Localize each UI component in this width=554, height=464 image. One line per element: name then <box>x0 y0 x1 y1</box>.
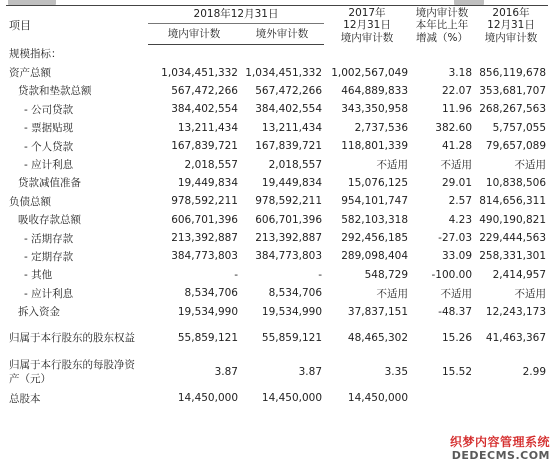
cell-change-pct: 4.23 <box>448 213 473 226</box>
row-label: 贷款减值准备 <box>18 177 81 190</box>
column-header-change: 境内审计数 本年比上年 增减（%） <box>410 6 474 45</box>
cell-2018-domestic: - <box>234 268 238 281</box>
cell-2017-domestic: 548,729 <box>364 268 409 281</box>
cell-2018-domestic: 19,534,990 <box>177 305 238 318</box>
row-label: 归属于本行股东的每股净资产（元） <box>9 358 135 385</box>
table-row <box>6 192 548 210</box>
column-header-2016: 2016年 12月31日 境内审计数 <box>474 6 548 45</box>
cell-2017-domestic: 48,465,302 <box>347 331 409 344</box>
cell-2016-domestic: 814,656,311 <box>479 195 547 208</box>
cell-change-pct: 不适用 <box>440 287 473 300</box>
table-row <box>6 284 548 302</box>
financial-indicators-table <box>6 5 548 407</box>
cell-2017-domestic: 不适用 <box>376 287 409 300</box>
cell-2016-domestic: 10,838,506 <box>485 176 547 189</box>
cell-2016-domestic: 79,657,089 <box>485 140 547 153</box>
table-row <box>6 302 548 320</box>
cell-2018-overseas: 606,701,396 <box>255 213 323 226</box>
table-row <box>6 389 548 407</box>
row-label: - 公司贷款 <box>24 103 74 116</box>
row-label: - 应计利息 <box>24 287 74 300</box>
row-label: - 定期存款 <box>24 250 74 263</box>
row-label: - 活期存款 <box>24 232 74 245</box>
table-row <box>6 229 548 247</box>
cell-change-pct: 382.60 <box>435 121 473 134</box>
table-row <box>6 174 548 192</box>
table-row <box>6 321 548 355</box>
cell-2018-overseas: 8,534,706 <box>268 287 323 300</box>
table-row <box>6 266 548 284</box>
financial-table-container <box>6 5 548 464</box>
cell-2017-domestic: 2,737,536 <box>354 121 409 134</box>
table-row <box>6 247 548 265</box>
table-row <box>6 355 548 389</box>
row-label: 拆入资金 <box>18 306 60 319</box>
cell-2017-domestic <box>324 45 410 64</box>
row-label: - 其他 <box>24 269 53 282</box>
cell-change-pct: -27.03 <box>438 232 473 245</box>
cell-2018-domestic: 8,534,706 <box>184 287 238 300</box>
cell-2018-domestic: 3.87 <box>214 365 238 378</box>
cell-2018-overseas: 2,018,557 <box>268 158 323 171</box>
cell-2016-domestic: 856,119,678 <box>479 66 547 79</box>
cell-2018-overseas: 1,034,451,332 <box>245 66 323 79</box>
cell-2017-domestic: 464,889,833 <box>341 84 409 97</box>
cell-2018-overseas: 3.87 <box>298 365 323 378</box>
table-body <box>6 45 548 408</box>
cell-2018-domestic: 14,450,000 <box>177 392 238 405</box>
cell-2016-domestic: 2.99 <box>522 365 547 378</box>
cell-2017-domestic: 582,103,318 <box>341 213 409 226</box>
cell-change-pct <box>410 389 474 407</box>
cell-2016-domestic <box>474 45 548 64</box>
row-label: 资产总额 <box>9 67 51 80</box>
cell-2018-domestic: 167,839,721 <box>171 140 238 153</box>
row-label: - 应计利息 <box>24 159 74 172</box>
cell-change-pct: 不适用 <box>440 159 473 172</box>
cell-2018-domestic: 13,211,434 <box>177 121 238 134</box>
cell-2018-overseas: 19,534,990 <box>261 305 323 318</box>
cell-2018-domestic: 55,859,121 <box>177 331 238 344</box>
cell-change-pct: -48.37 <box>438 305 473 318</box>
cell-2017-domestic: 3.35 <box>384 365 409 378</box>
cell-2016-domestic: 229,444,563 <box>479 232 547 245</box>
cell-2018-overseas: 213,392,887 <box>255 232 323 245</box>
site-watermark <box>450 436 550 462</box>
cell-2018-overseas: - <box>318 268 323 281</box>
table-row <box>6 211 548 229</box>
cell-2018-overseas: 13,211,434 <box>261 121 323 134</box>
cell-change-pct: 29.01 <box>441 176 473 189</box>
row-label: 吸收存款总额 <box>18 214 81 227</box>
cell-2017-domestic: 289,098,404 <box>341 250 409 263</box>
column-header-domestic: 境内审计数 <box>148 24 240 45</box>
cell-2016-domestic: 5,757,055 <box>492 121 547 134</box>
cell-2018-domestic: 567,472,266 <box>171 84 238 97</box>
row-label: - 个人贷款 <box>24 140 74 153</box>
cell-2017-domestic: 37,837,151 <box>347 305 409 318</box>
table-row <box>6 82 548 100</box>
cell-2018-overseas: 14,450,000 <box>261 392 323 405</box>
watermark-site-name: 织梦内容管理系统 <box>449 435 550 449</box>
column-header-overseas: 境外审计数 <box>240 24 324 45</box>
cell-2016-domestic: 不适用 <box>514 287 547 300</box>
row-label: 贷款和垫款总额 <box>18 85 92 98</box>
cell-2016-domestic: 不适用 <box>514 159 547 172</box>
table-row <box>6 155 548 173</box>
cell-2017-domestic: 不适用 <box>376 159 409 172</box>
cell-change-pct: 41.28 <box>441 140 473 153</box>
cell-change-pct: 11.96 <box>441 103 473 116</box>
cell-2018-domestic: 384,402,554 <box>171 103 238 116</box>
table-row <box>6 100 548 118</box>
cell-change-pct: -100.00 <box>431 268 473 281</box>
cell-2017-domestic: 1,002,567,049 <box>331 66 409 79</box>
cell-change-pct: 15.26 <box>441 331 473 344</box>
cell-2018-domestic: 384,773,803 <box>171 250 238 263</box>
cell-2017-domestic: 954,101,747 <box>341 195 409 208</box>
cell-change-pct: 2.57 <box>448 195 473 208</box>
cell-2016-domestic: 353,681,707 <box>479 84 547 97</box>
cell-change-pct: 22.07 <box>441 84 473 97</box>
cell-change-pct <box>410 45 474 64</box>
table-row <box>6 63 548 81</box>
column-header-2018: 2018年12月31日 <box>148 6 324 24</box>
cell-2018-domestic: 213,392,887 <box>171 232 238 245</box>
table-row <box>6 45 548 64</box>
cell-2016-domestic: 490,190,821 <box>479 213 547 226</box>
cell-2016-domestic: 2,414,957 <box>492 268 547 281</box>
cell-2018-overseas: 978,592,211 <box>255 195 323 208</box>
cell-2018-overseas: 167,839,721 <box>255 140 323 153</box>
cell-2018-domestic: 978,592,211 <box>171 195 238 208</box>
row-label: 归属于本行股东的股东权益 <box>9 331 135 344</box>
cell-2017-domestic: 15,076,125 <box>347 176 409 189</box>
cell-2018-domestic: 2,018,557 <box>184 158 238 171</box>
cell-change-pct: 3.18 <box>448 66 473 79</box>
row-label: 总股本 <box>9 392 41 405</box>
row-label: - 票据贴现 <box>24 122 74 135</box>
cell-2016-domestic: 258,331,301 <box>479 250 547 263</box>
cell-2016-domestic: 41,463,367 <box>485 331 547 344</box>
cell-2018-overseas: 384,773,803 <box>255 250 323 263</box>
cell-2018-domestic <box>148 45 240 64</box>
cell-change-pct: 33.09 <box>441 250 473 263</box>
table-row <box>6 119 548 137</box>
cell-2018-overseas: 19,449,834 <box>261 176 323 189</box>
cell-2017-domestic: 118,801,339 <box>341 140 409 153</box>
cell-2018-overseas: 567,472,266 <box>255 84 323 97</box>
column-header-item: 项目 <box>6 6 148 45</box>
cell-2018-domestic: 1,034,451,332 <box>161 66 238 79</box>
cell-2018-overseas: 384,402,554 <box>255 103 323 116</box>
cell-2018-domestic: 606,701,396 <box>171 213 238 226</box>
cell-2016-domestic <box>474 389 548 407</box>
table-row <box>6 137 548 155</box>
cell-2017-domestic: 343,350,958 <box>341 103 409 116</box>
cell-2016-domestic: 268,267,563 <box>479 103 547 116</box>
cell-2018-overseas <box>240 45 324 64</box>
cell-change-pct: 15.52 <box>441 365 473 378</box>
watermark-site-url: DEDECMS.COM <box>451 449 550 462</box>
cell-2017-domestic: 14,450,000 <box>347 392 409 405</box>
cell-2018-overseas: 55,859,121 <box>261 331 323 344</box>
column-header-2017: 2017年 12月31日 境内审计数 <box>324 6 410 45</box>
cell-2018-domestic: 19,449,834 <box>177 176 238 189</box>
cell-2017-domestic: 292,456,185 <box>341 232 409 245</box>
cell-2016-domestic: 12,243,173 <box>485 305 547 318</box>
row-label: 规模指标： <box>9 48 62 61</box>
row-label: 负债总额 <box>9 195 51 208</box>
